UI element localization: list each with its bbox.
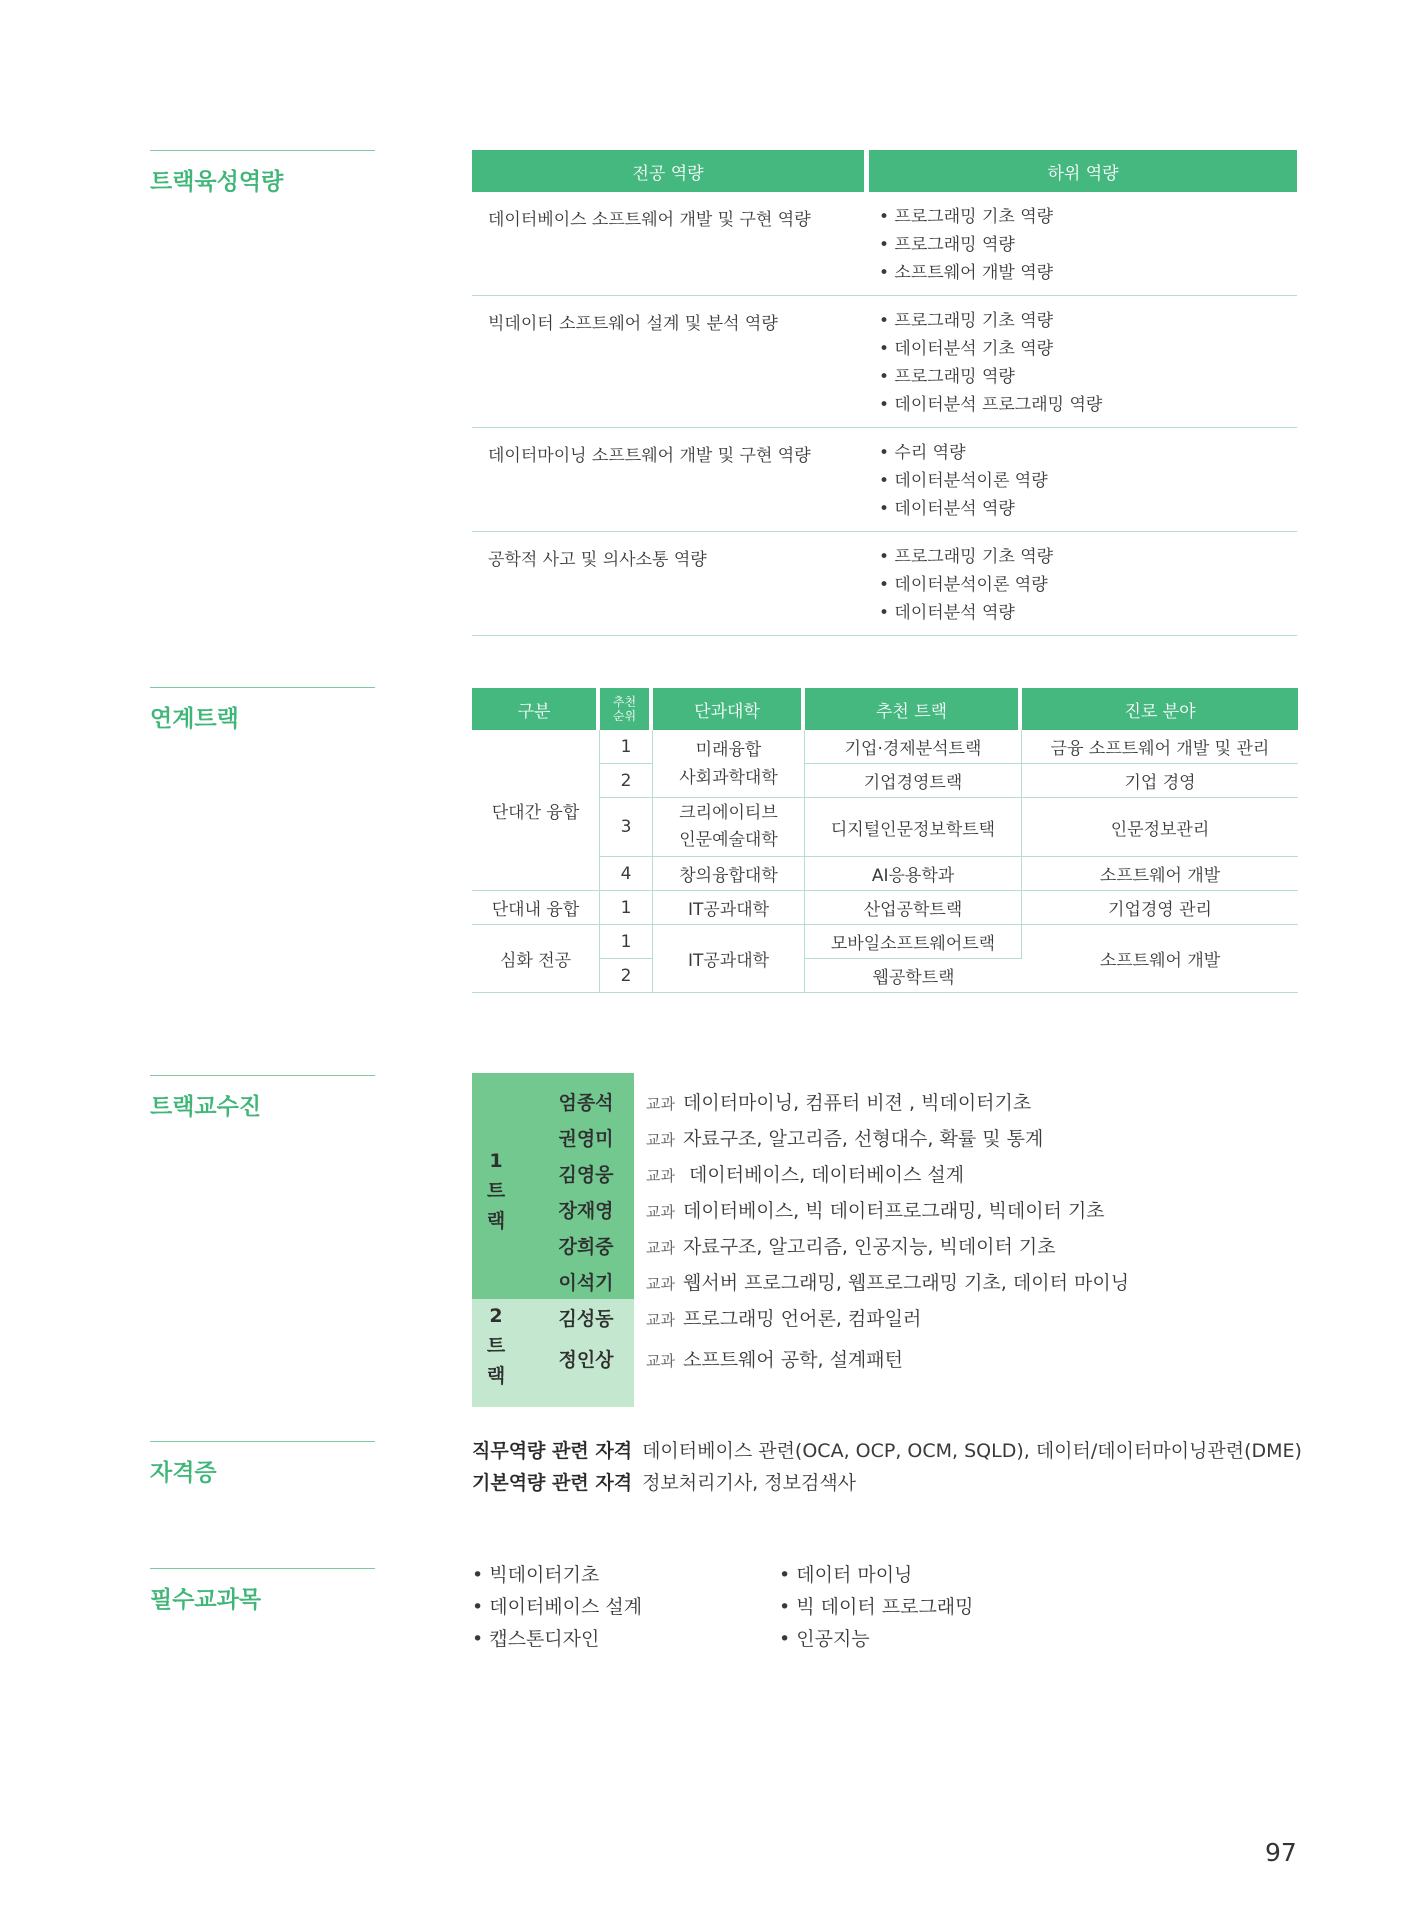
competency-row	[472, 192, 1297, 296]
header-sub-competency: 하위 역량	[869, 150, 1297, 192]
courses-text: 자료구조, 알고리즘, 인공지능, 빅데이터 기초	[682, 1235, 1056, 1258]
rank-cell: 1	[600, 730, 653, 764]
track-label-char: 트	[486, 1180, 506, 1202]
required-courses-left	[472, 1559, 642, 1655]
career-cell: 금융 소프트웨어 개발 및 관리	[1022, 730, 1298, 764]
competency-table-header	[472, 150, 1297, 192]
required-course-item: • 빅데이터기초	[472, 1564, 600, 1586]
rank-cell: 1	[600, 925, 653, 959]
college-cell: IT공과대학	[653, 925, 805, 993]
table-row	[472, 891, 1298, 925]
category-cell: 심화 전공	[472, 925, 600, 993]
professor-courses	[634, 1155, 1172, 1191]
courses-text: 데이터베이스, 데이터베이스 설계	[682, 1163, 965, 1186]
professor-name: 김성동	[520, 1299, 634, 1335]
sub-competency-item: • 프로그래밍 기초 역량	[879, 547, 1054, 567]
track-cell: 디지털인문정보학트택	[805, 798, 1022, 857]
faculty-spacer	[634, 1073, 1172, 1083]
courses-text: 프로그래밍 언어론, 컴파일러	[682, 1307, 922, 1330]
header-college: 단과대학	[653, 688, 805, 730]
college-cell: IT공과대학	[653, 891, 805, 925]
sub-competency-item: • 데이터분석 프로그래밍 역량	[879, 395, 1103, 415]
sub-competency-item: • 프로그래밍 역량	[879, 367, 1015, 387]
section-title-required-courses: 필수교과목	[150, 1568, 375, 1614]
required-course-item: • 데이터베이스 설계	[472, 1596, 643, 1618]
sub-competency-list	[869, 192, 1297, 295]
courses-text: 데이터마이닝, 컴퓨터 비젼 , 빅데이터기초	[682, 1091, 1032, 1114]
sub-competency-item: • 소프트웨어 개발 역량	[879, 263, 1054, 283]
table-row	[472, 925, 1298, 959]
required-course-item: • 인공지능	[779, 1628, 870, 1650]
header-major-competency: 전공 역량	[472, 150, 864, 192]
certificate-item	[472, 1467, 1302, 1499]
header-track: 추천 트랙	[805, 688, 1022, 730]
linked-table-header	[472, 688, 1298, 730]
sub-competency-item: • 프로그래밍 역량	[879, 235, 1015, 255]
track-cell: 산업공학트랙	[805, 891, 1022, 925]
certificate-list	[472, 1435, 1302, 1499]
sub-competency-item: • 데이터분석 역량	[879, 603, 1015, 623]
track-cell: 기업경영트랙	[805, 764, 1022, 798]
faculty-row	[472, 1299, 1172, 1335]
competency-table	[472, 150, 1297, 636]
linked-track-table	[472, 688, 1298, 993]
header-career: 진로 분야	[1022, 688, 1298, 730]
college-line: 미래융합	[695, 739, 762, 760]
courses-text: 소프트웨어 공학, 설계패턴	[682, 1349, 903, 1371]
table-row	[472, 730, 1298, 764]
certificate-value: 정보처리기사, 정보검색사	[642, 1472, 857, 1494]
header-rank-line1: 추천	[612, 695, 637, 709]
track-2-label	[472, 1299, 520, 1407]
rank-cell: 2	[600, 959, 653, 993]
rank-cell: 3	[600, 798, 653, 857]
sub-competency-list	[869, 532, 1297, 635]
professor-courses	[634, 1263, 1172, 1299]
section-title-competency: 트랙육성역량	[150, 150, 375, 196]
track-cell: 웹공학트랙	[805, 959, 1022, 993]
track-cell: AI응용학과	[805, 857, 1022, 891]
required-course-item: • 데이터 마이닝	[779, 1564, 913, 1586]
rank-cell: 2	[600, 764, 653, 798]
section-title-faculty: 트랙교수진	[150, 1075, 375, 1121]
header-category: 구분	[472, 688, 600, 730]
rank-label: 교과	[646, 1274, 675, 1293]
rank-label: 교과	[646, 1094, 675, 1113]
faculty-row	[472, 1119, 1172, 1155]
track-label-char: 랙	[486, 1365, 506, 1387]
sub-competency-item: • 데이터분석이론 역량	[879, 575, 1048, 595]
professor-name: 권영미	[520, 1119, 634, 1155]
required-course-item: • 캡스톤디자인	[472, 1628, 600, 1650]
section-title-certificate: 자격증	[150, 1441, 375, 1487]
professor-courses	[634, 1335, 1172, 1407]
faculty-row	[472, 1335, 1172, 1407]
professor-courses	[634, 1299, 1172, 1335]
section-title-linked-track: 연계트랙	[150, 687, 375, 733]
career-cell: 인문정보관리	[1022, 798, 1298, 857]
track-label-char: 랙	[486, 1210, 506, 1232]
page-number: 97	[1265, 1838, 1297, 1867]
competency-row	[472, 428, 1297, 532]
college-line: 사회과학대학	[679, 767, 778, 788]
professor-courses	[634, 1191, 1172, 1227]
faculty-top-pad	[472, 1073, 634, 1083]
professor-name: 강희중	[520, 1227, 634, 1263]
faculty-row	[472, 1191, 1172, 1227]
track-cell: 모바일소프트웨어트랙	[805, 925, 1022, 959]
rank-label: 교과	[646, 1352, 675, 1370]
major-competency: 데이터마이닝 소프트웨어 개발 및 구현 역량	[488, 446, 811, 466]
sub-competency-item: • 데이터분석이론 역량	[879, 471, 1048, 491]
professor-name: 김영웅	[520, 1155, 634, 1191]
sub-competency-item: • 데이터분석 기초 역량	[879, 339, 1054, 359]
rank-label: 교과	[646, 1238, 675, 1257]
career-cell: 기업 경영	[1022, 764, 1298, 798]
certificate-label: 직무역량 관련 자격	[472, 1440, 633, 1462]
rank-label: 교과	[646, 1130, 675, 1149]
sub-competency-list	[869, 428, 1297, 531]
required-course-item: • 빅 데이터 프로그래밍	[779, 1596, 974, 1618]
certificate-value: 데이터베이스 관련(OCA, OCP, OCM, SQLD), 데이터/데이터마이닝관련(DME)	[642, 1440, 1302, 1462]
college-line: 크리에이티브	[679, 803, 778, 823]
major-competency: 빅데이터 소프트웨어 설계 및 분석 역량	[488, 314, 778, 334]
competency-row	[472, 296, 1297, 428]
faculty-table	[472, 1073, 1172, 1407]
certificate-label: 기본역량 관련 자격	[472, 1472, 633, 1494]
faculty-row	[472, 1155, 1172, 1191]
rank-label: 교과	[646, 1166, 675, 1185]
courses-text: 자료구조, 알고리즘, 선형대수, 확률 및 통계	[682, 1127, 1044, 1150]
college-line: 인문예술대학	[679, 830, 778, 850]
category-cell: 단대내 융합	[472, 891, 600, 925]
header-rank	[600, 688, 653, 730]
professor-name: 이석기	[520, 1263, 634, 1299]
header-rank-line2: 순위	[612, 709, 637, 723]
certificate-item	[472, 1435, 1302, 1467]
track-1-label	[472, 1083, 520, 1299]
required-courses-right	[779, 1559, 974, 1655]
sub-competency-item: • 프로그래밍 기초 역량	[879, 311, 1054, 331]
sub-competency-item: • 수리 역량	[879, 443, 966, 463]
career-cell: 기업경영 관리	[1022, 891, 1298, 925]
track-cell: 기업·경제분석트랙	[805, 730, 1022, 764]
track-label-char: 트	[486, 1335, 506, 1357]
professor-name: 정인상	[520, 1335, 634, 1407]
faculty-row	[472, 1073, 1172, 1083]
college-cell	[653, 730, 805, 798]
courses-text: 데이터베이스, 빅 데이터프로그래밍, 빅데이터 기초	[682, 1199, 1105, 1222]
rank-cell: 1	[600, 891, 653, 925]
track-label-char: 2	[489, 1305, 503, 1327]
career-cell: 소프트웨어 개발	[1022, 925, 1298, 993]
sub-competency-list	[869, 296, 1297, 427]
career-cell: 소프트웨어 개발	[1022, 857, 1298, 891]
track-label-char: 1	[489, 1150, 503, 1172]
college-cell	[653, 798, 805, 857]
faculty-row	[472, 1263, 1172, 1299]
rank-label: 교과	[646, 1202, 675, 1221]
professor-name: 엄종석	[520, 1083, 634, 1119]
faculty-row	[472, 1083, 1172, 1119]
rank-cell: 4	[600, 857, 653, 891]
rank-label: 교과	[646, 1310, 675, 1329]
professor-courses	[634, 1227, 1172, 1263]
professor-courses	[634, 1119, 1172, 1155]
professor-name: 장재영	[520, 1191, 634, 1227]
faculty-row	[472, 1227, 1172, 1263]
sub-competency-item: • 프로그래밍 기초 역량	[879, 207, 1054, 227]
college-cell: 창의융합대학	[653, 857, 805, 891]
professor-courses	[634, 1083, 1172, 1119]
sub-competency-item: • 데이터분석 역량	[879, 499, 1015, 519]
courses-text: 웹서버 프로그래밍, 웹프로그래밍 기초, 데이터 마이닝	[682, 1271, 1130, 1294]
major-competency: 공학적 사고 및 의사소통 역량	[488, 550, 707, 570]
competency-row	[472, 532, 1297, 636]
category-cell: 단대간 융합	[472, 730, 600, 891]
major-competency: 데이터베이스 소프트웨어 개발 및 구현 역량	[488, 210, 811, 230]
